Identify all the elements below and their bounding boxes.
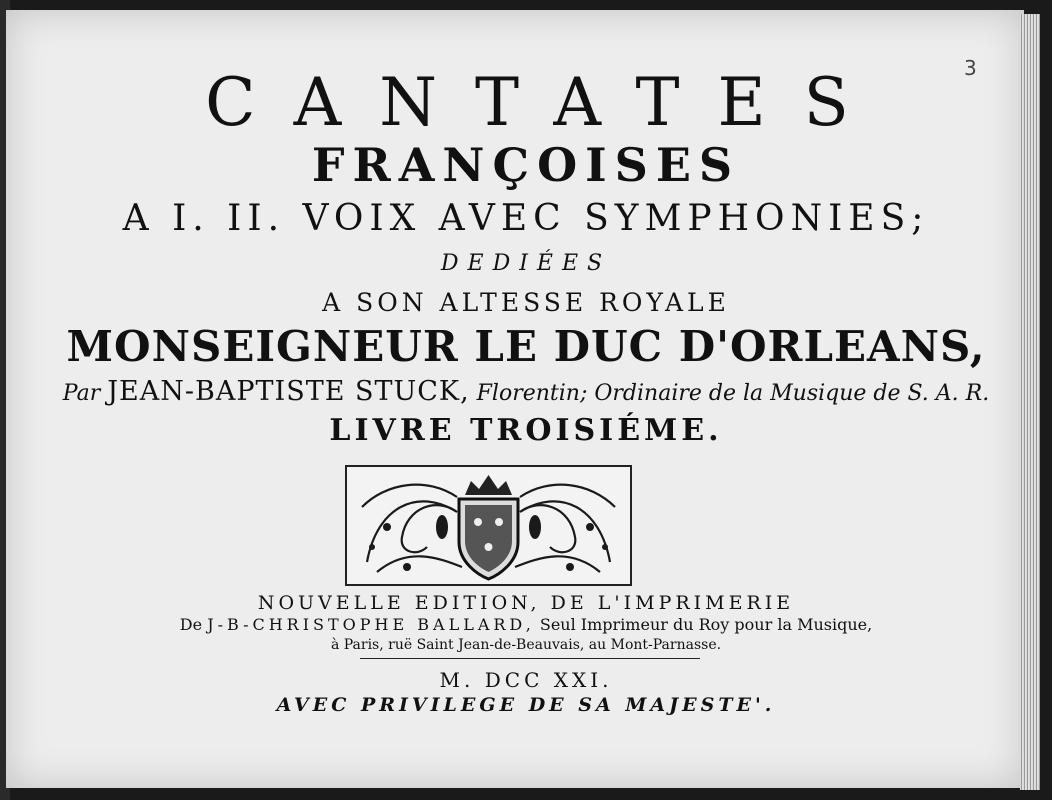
title-dediees: DEDIÉES bbox=[440, 251, 612, 276]
publisher-line1: NOUVELLE EDITION, DE L'IMPRIMERIE bbox=[257, 592, 795, 614]
author-line bbox=[0, 376, 1052, 407]
publisher-address: à Paris, ruë Saint Jean-de-Beauvais, au Mont-Parnasse. bbox=[330, 637, 722, 653]
book-number: LIVRE TROISIÉME. bbox=[329, 413, 723, 448]
publisher-prefix: De bbox=[179, 615, 208, 634]
author-prefix: Par bbox=[62, 381, 108, 406]
title-francoises: FRANÇOISES bbox=[311, 138, 741, 192]
publisher-suffix: Seul Imprimeur du Roy pour la Musique, bbox=[534, 615, 873, 634]
coat-of-arms-vignette bbox=[345, 465, 632, 586]
divider-rule bbox=[360, 658, 700, 659]
title-altesse: A SON ALTESSE ROYALE bbox=[322, 288, 730, 317]
vignette-engraving bbox=[347, 467, 630, 584]
page-number: 3 bbox=[964, 56, 977, 80]
publisher-line2 bbox=[0, 615, 1052, 634]
publisher-name: J-B-CHRISTOPHE BALLARD, bbox=[207, 615, 535, 634]
title-cantates: CANTATES bbox=[205, 64, 887, 141]
publication-year: M. DCC XXI. bbox=[439, 668, 613, 692]
author-name: JEAN-BAPTISTE STUCK, bbox=[107, 376, 470, 407]
title-dedicatee: MONSEIGNEUR LE DUC D'ORLEANS, bbox=[66, 322, 986, 371]
royal-privilege: AVEC PRIVILEGE DE SA MAJESTE'. bbox=[276, 694, 776, 716]
author-suffix: Florentin; Ordinaire de la Musique de S. A. R. bbox=[469, 381, 990, 406]
title-voices: A I. II. VOIX AVEC SYMPHONIES; bbox=[122, 198, 930, 239]
